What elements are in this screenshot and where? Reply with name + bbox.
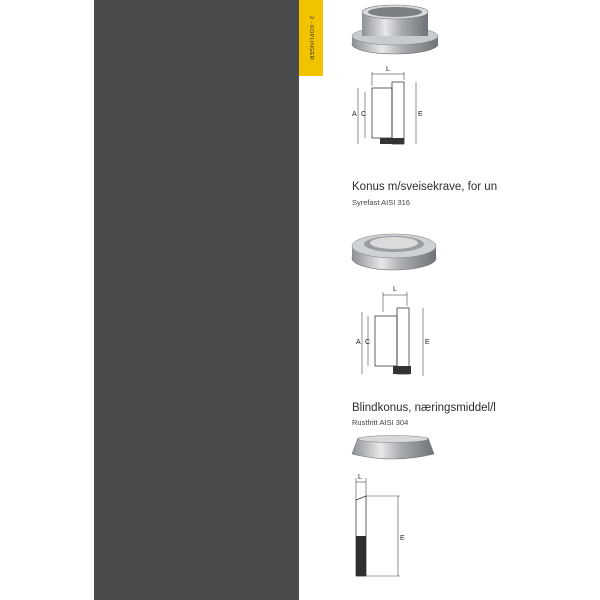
dim-label-L-3: L [358, 474, 362, 481]
dim-label-E-2: E [425, 339, 430, 346]
technical-drawing-3 [352, 472, 412, 587]
dim-label-E: E [418, 111, 423, 118]
product-title-3: Blindkonus, næringsmiddel/l [352, 402, 496, 414]
dark-side-panel [94, 0, 299, 600]
technical-drawing-1 [352, 62, 432, 152]
product-photo-2 [350, 222, 438, 272]
product-material-2: Syrefast AISI 316 [352, 198, 410, 207]
dim-label-C-2: C [365, 339, 371, 346]
product-photo-3 [350, 434, 436, 462]
technical-drawing-2 [355, 286, 435, 381]
dim-label-L-2: L [393, 286, 397, 293]
dim-label-C: C [361, 111, 367, 118]
product-title-2: Konus m/sveisekrave, for un [352, 181, 498, 193]
dim-label-E-3: E [400, 535, 405, 542]
dim-label-A-2: A [356, 339, 361, 346]
product-photo-1 [350, 4, 440, 56]
dim-label-A: A [352, 111, 357, 118]
chapter-tab[interactable] [299, 0, 323, 76]
dim-label-L: L [386, 66, 390, 73]
page-margin [0, 0, 94, 600]
chapter-tab-label: 2 - KOPLINGER [308, 16, 314, 60]
product-material-3: Rustfritt AISI 304 [352, 418, 409, 427]
